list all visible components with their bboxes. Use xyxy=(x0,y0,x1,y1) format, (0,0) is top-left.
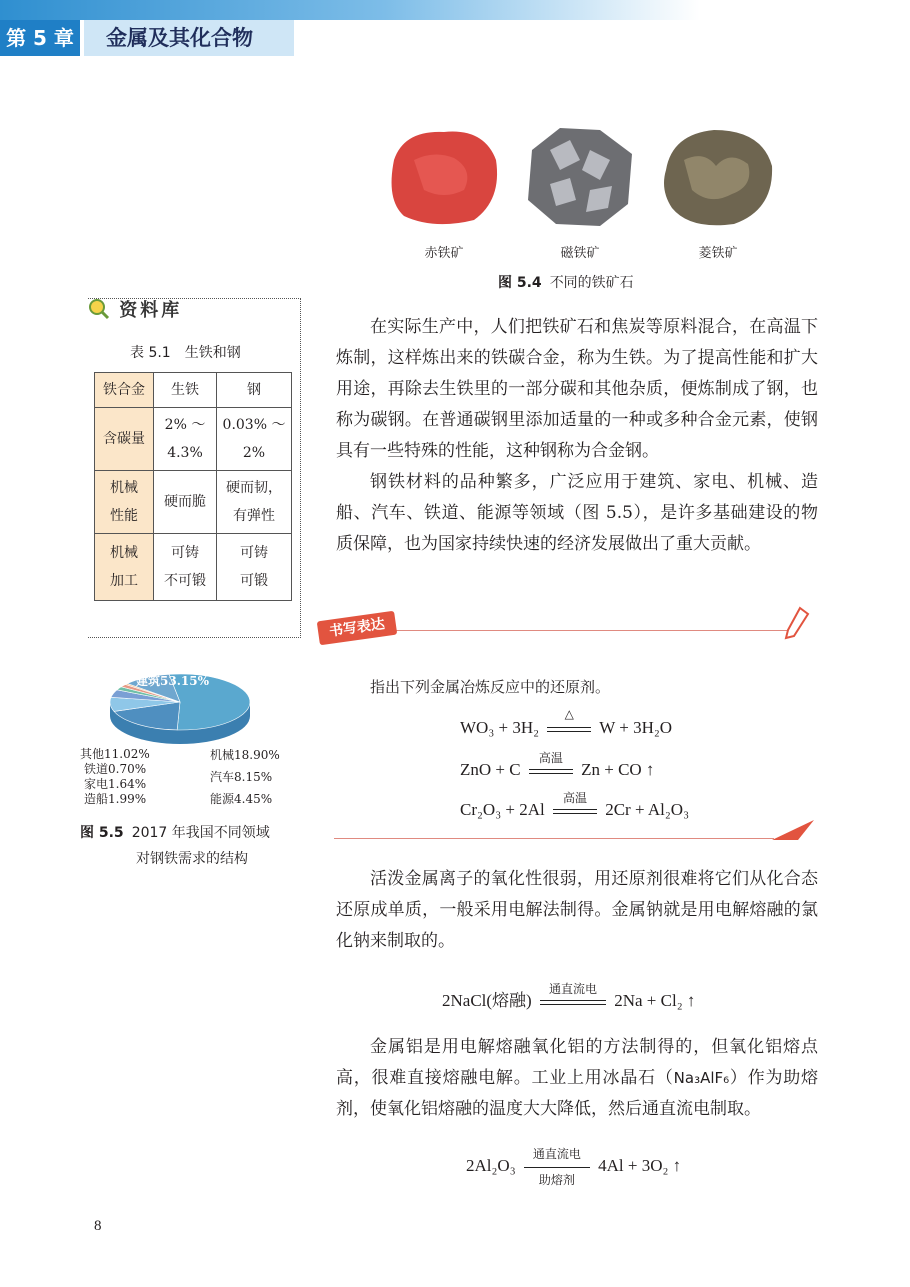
eq-left: 2Al₂O₃ xyxy=(466,1156,516,1175)
eq-left: WO₃ + 3H₂ xyxy=(460,718,540,737)
eq-right: 4Al + 3O₂ ↑ xyxy=(598,1156,682,1175)
table-cell: 机械 性能 xyxy=(95,471,154,534)
table-row xyxy=(95,534,292,601)
pie-label-shipbuilding: 造船1.99% xyxy=(84,792,147,806)
corner-triangle-icon xyxy=(768,812,816,842)
eq-left: Cr₂O₃ + 2Al xyxy=(460,800,545,819)
figure-number: 图 5.4 xyxy=(498,275,542,291)
equation-1 xyxy=(460,707,673,739)
eq-condition-bottom: 助熔剂 xyxy=(538,1173,575,1188)
eq-condition: 高温 xyxy=(538,751,563,766)
eq-condition: 通直流电 xyxy=(548,982,597,997)
paragraph-text-part: 金属铝是用电解熔融氧化铝的方法制得的，但氧化铝熔点高，很难直接熔融电解。工业上用冰晶石（ xyxy=(336,1037,818,1088)
magnetite-image xyxy=(520,120,640,232)
table-cell: 机械 加工 xyxy=(95,534,154,601)
paragraph-text xyxy=(336,1032,818,1125)
eq-condition-arrow xyxy=(529,751,573,781)
sidebar-title-text: 资料库 xyxy=(119,300,183,321)
paragraph-4 xyxy=(336,1032,818,1125)
pie-label-auto: 汽车8.15% xyxy=(210,770,273,784)
figure-caption-text: 不同的铁矿石 xyxy=(549,275,634,291)
eq-condition-top: 通直流电 xyxy=(532,1147,581,1162)
writing-box-bottom-line xyxy=(334,838,774,839)
equation-2 xyxy=(460,751,655,781)
cryolite-formula: Na₃AlF₆ xyxy=(673,1069,730,1087)
mineral-label-hematite: 赤铁矿 xyxy=(424,246,464,261)
eq-left: ZnO + C xyxy=(460,760,521,779)
table-row xyxy=(95,408,292,471)
table-cell: 0.03% ～ 2% xyxy=(217,408,292,471)
mineral-label-siderite: 菱铁矿 xyxy=(698,246,738,261)
eq-condition-arrow xyxy=(547,707,591,739)
eq-right: W + 3H₂O xyxy=(599,718,673,737)
eq-condition: △ xyxy=(564,707,574,722)
equation-3 xyxy=(460,791,689,821)
figure-number: 图 5.5 xyxy=(80,825,124,841)
table-cell: 钢 xyxy=(217,373,292,408)
eq-condition-arrow xyxy=(524,1147,590,1188)
eq-left: 2NaCl(熔融) xyxy=(442,991,532,1010)
magnifier-icon xyxy=(88,298,110,320)
pie-label-appliance: 家电1.64% xyxy=(84,777,147,791)
table-cell: 硬而脆 xyxy=(154,471,217,534)
table-cell: 可铸 可锻 xyxy=(217,534,292,601)
paragraph-3 xyxy=(336,864,818,957)
pie-label-construction: 建筑53.15% xyxy=(136,674,209,688)
header-gradient-bar xyxy=(0,0,700,20)
chapter-title: 金属及其化合物 xyxy=(84,20,294,56)
eq-right: 2Cr + Al₂O₃ xyxy=(605,800,689,819)
table-cell: 2% ～ 4.3% xyxy=(154,408,217,471)
figure-caption-line2: 对钢铁需求的结构 xyxy=(136,851,248,867)
eq-right: 2Na + Cl₂ ↑ xyxy=(614,991,696,1010)
mineral-label-magnetite: 磁铁矿 xyxy=(560,246,600,261)
table-cell: 含碳量 xyxy=(95,408,154,471)
paragraph-text: 钢铁材料的品种繁多，广泛应用于建筑、家电、机械、造船、汽车、铁道、能源等领域（图 5.5），是许多基础建设的物质保障，也为国家持续快速的经济发展做出了重大贡献。 xyxy=(336,472,818,554)
hematite-image xyxy=(384,120,504,232)
equation-nacl xyxy=(442,982,696,1012)
chapter-number: 第 5 章 xyxy=(0,20,80,56)
eq-condition: 高温 xyxy=(562,791,587,806)
figure-5-4-caption xyxy=(498,272,634,292)
figure-caption-line1: 2017 年我国不同领域 xyxy=(131,825,270,841)
page-number: 8 xyxy=(94,1218,102,1234)
eq-condition-arrow xyxy=(540,982,606,1012)
pie-label-railway: 铁道0.70% xyxy=(84,762,147,776)
pencil-icon xyxy=(784,606,810,640)
pie-label-energy: 能源4.45% xyxy=(210,792,273,806)
paragraph-text: 活泼金属离子的氧化性很弱，用还原剂很难将它们从化合态还原成单质，一般采用电解法制得。金属钠就是用电解熔融的氯化钠来制取的。 xyxy=(336,869,818,951)
pie-label-other: 其他11.02% xyxy=(80,747,150,761)
writing-expression-tag: 书写表达 xyxy=(317,611,398,646)
equation-al2o3 xyxy=(466,1147,682,1188)
paragraph-text-part: ）作为助熔剂，使氧化铝熔融的温度大大降低，然后通直流电制取。 xyxy=(336,1068,819,1119)
figure-5-5-caption xyxy=(80,822,270,842)
table-row xyxy=(95,373,292,408)
pie-label-machinery: 机械18.90% xyxy=(210,748,280,762)
paragraph-1 xyxy=(336,312,818,560)
eq-condition-arrow xyxy=(553,791,597,821)
paragraph-text: 在实际生产中，人们把铁矿石和焦炭等原料混合，在高温下炼制，这样炼出来的铁碳合金，称为生铁。为了提高性能和扩大用途，再除去生铁里的一部分碳和其他杂质，便炼制成了钢，也称为碳钢。在普通碳钢里添加适量的一种或多种合金元素，使钢具有一些特殊的性能，这种钢称为合金钢。 xyxy=(336,317,818,461)
table-cell: 硬而韧， 有弹性 xyxy=(217,471,292,534)
sidebar-title xyxy=(88,296,198,324)
iron-steel-table xyxy=(94,372,292,601)
siderite-image xyxy=(658,120,778,232)
table-cell: 可铸 不可锻 xyxy=(154,534,217,601)
writing-box-top-line xyxy=(334,630,794,631)
eq-right: Zn + CO ↑ xyxy=(581,760,655,779)
writing-prompt: 指出下列金属冶炼反应中的还原剂。 xyxy=(370,678,611,696)
table-caption: 表 5.1 生铁和钢 xyxy=(130,345,241,361)
table-row xyxy=(95,471,292,534)
table-cell: 生铁 xyxy=(154,373,217,408)
table-cell: 铁合金 xyxy=(95,373,154,408)
